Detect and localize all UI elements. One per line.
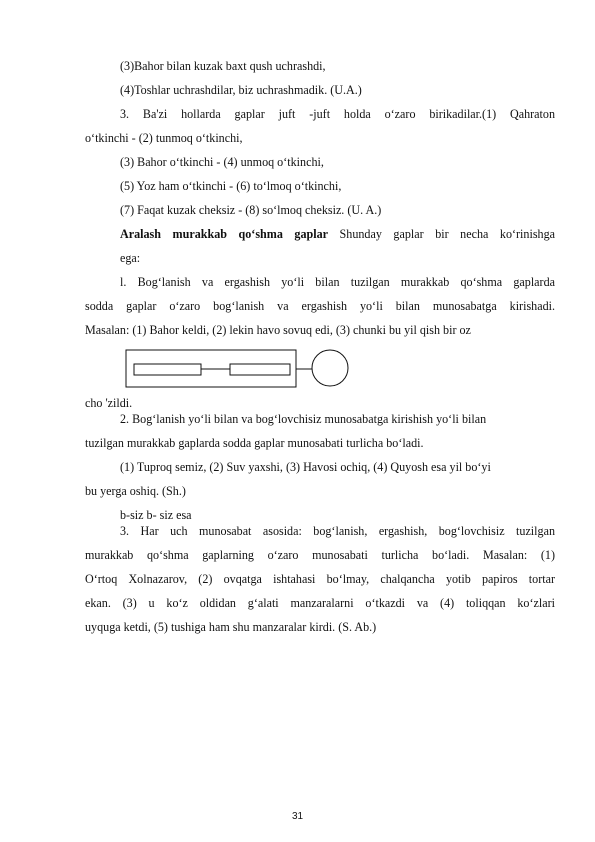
text-line: (3)Bahor bilan kuzak baxt qush uchrashdi,: [120, 59, 326, 73]
text-line: (1) Tuproq semiz, (2) Suv yaxshi, (3) Havosi ochiq, (4) Quyosh esa yil bo‘yi: [120, 460, 491, 474]
text-line: cho 'zildi.: [85, 396, 133, 410]
text-line: o‘tkinchi - (2) tunmoq o‘tkinchi,: [85, 131, 243, 145]
text-line: uyquga ketdi, (5) tushiga ham shu manzaralar kirdi. (S. Ab.): [85, 620, 377, 634]
clause-box-2: [230, 364, 290, 375]
text-line: tuzilgan murakkab gaplarda sodda gaplar munosabati turlicha bo‘ladi.: [85, 436, 424, 450]
text-line: ega:: [120, 251, 141, 265]
heading-continuation: Shunday gaplar bir necha ko‘rinishga: [328, 227, 555, 241]
paragraph-line: 3. Ba'zi hollarda gaplar juft -juft holda o‘zaro birikadilar.(1) Qahraton: [120, 107, 555, 121]
text-line: bu yerga oshiq. (Sh.): [85, 484, 186, 498]
clause-box-1: [134, 364, 201, 375]
page-number: 31: [291, 811, 304, 822]
text-line: Masalan: (1) Bahor keldi, (2) lekin havo sovuq edi, (3) chunki bu yil qish bir oz: [85, 323, 471, 337]
text-line: b-siz b- siz esa: [120, 508, 192, 522]
section-heading: Aralash murakkab qo‘shma gaplar: [120, 227, 329, 241]
text-line: (3) Bahor o‘tkinchi - (4) unmoq o‘tkinchi,: [120, 155, 324, 169]
clause-circle: [312, 350, 348, 386]
paragraph-line: ekan. (3) u ko‘z oldidan g‘alati manzaralarni o‘tkazdi va (4) toliqqan ko‘zlari: [85, 596, 555, 610]
text-line: (7) Faqat kuzak cheksiz - (8) so‘lmoq cheksiz. (U. A.): [120, 203, 382, 217]
text-line: 2. Bog‘lanish yo‘li bilan va bog‘lovchisiz munosabatga kirishish yo‘li bilan: [120, 412, 487, 426]
text-line: (5) Yoz ham o‘tkinchi - (6) to‘lmoq o‘tkinchi,: [120, 179, 342, 193]
paragraph-line: sodda gaplar o‘zaro bog‘lanish va ergashish yo‘li bilan munosabatga kirishadi.: [85, 299, 555, 313]
paragraph-line: murakkab qo‘shma gaplarning o‘zaro munosabati turlicha bo‘ladi. Masalan: (1): [85, 548, 555, 562]
paragraph-line: l. Bog‘lanish va ergashish yo‘li bilan tuzilgan murakkab qo‘shma gaplarda: [120, 275, 555, 289]
text-line: (4)Toshlar uchrashdilar, biz uchrashmadik. (U.A.): [120, 83, 362, 97]
paragraph-line: O‘rtoq Xolnazarov, (2) ovqatga ishtahasi bo‘lmay, chalqancha yotib papiros tortar: [85, 572, 555, 586]
paragraph-line: 3. Har uch munosabat asosida: bog‘lanish, ergashish, bog‘lovchisiz tuzilgan: [120, 524, 555, 538]
